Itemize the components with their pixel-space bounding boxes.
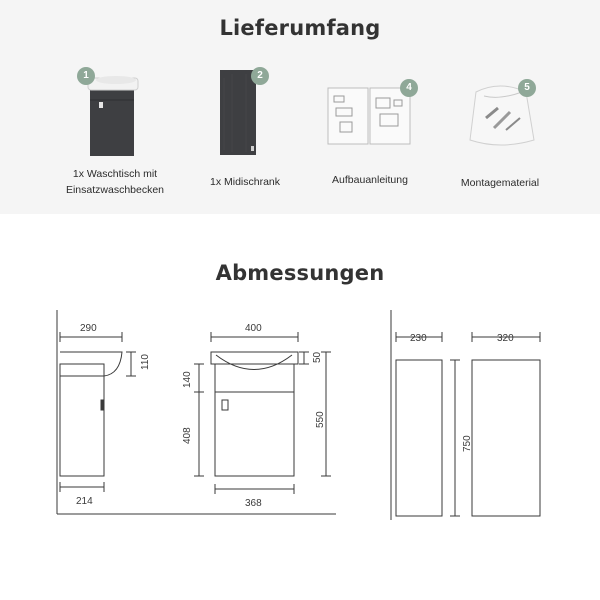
dim-side-basin-height: 110 bbox=[140, 354, 151, 370]
dim-front-total-height: 550 bbox=[315, 411, 326, 428]
dim-side-depth-top: 290 bbox=[80, 323, 97, 334]
dim-front-width-top: 400 bbox=[245, 323, 262, 334]
item-number-badge: 1 bbox=[77, 67, 95, 85]
section-title-lieferumfang: Lieferumfang bbox=[219, 16, 381, 40]
dim-side-depth-bottom: 214 bbox=[76, 496, 93, 507]
dim-front-basin-height: 50 bbox=[312, 351, 323, 363]
dim-cabinet-height: 750 bbox=[462, 435, 473, 452]
item-number-badge: 4 bbox=[400, 79, 418, 97]
dim-front-upper: 140 bbox=[182, 371, 193, 388]
manual-image bbox=[328, 88, 410, 144]
midi-cabinet-image bbox=[220, 70, 256, 155]
section-title-abmessungen: Abmessungen bbox=[215, 261, 385, 285]
item-label-montagematerial: Montagematerial bbox=[460, 177, 540, 189]
item-label-waschtisch: 1x Waschtisch mit Einsatzwaschbecken bbox=[65, 168, 165, 196]
item-label-midischrank: 1x Midischrank bbox=[209, 176, 281, 188]
item-number-badge: 2 bbox=[251, 67, 269, 85]
vanity-image bbox=[88, 76, 138, 156]
dim-cabinet-width: 320 bbox=[497, 333, 514, 344]
item-label-aufbauanleitung: Aufbauanleitung bbox=[332, 174, 408, 186]
dim-cabinet-depth: 230 bbox=[410, 333, 427, 344]
dim-front-width-bottom: 368 bbox=[245, 498, 262, 509]
item-number-badge: 5 bbox=[518, 79, 536, 97]
dim-front-door-height: 408 bbox=[182, 427, 193, 444]
